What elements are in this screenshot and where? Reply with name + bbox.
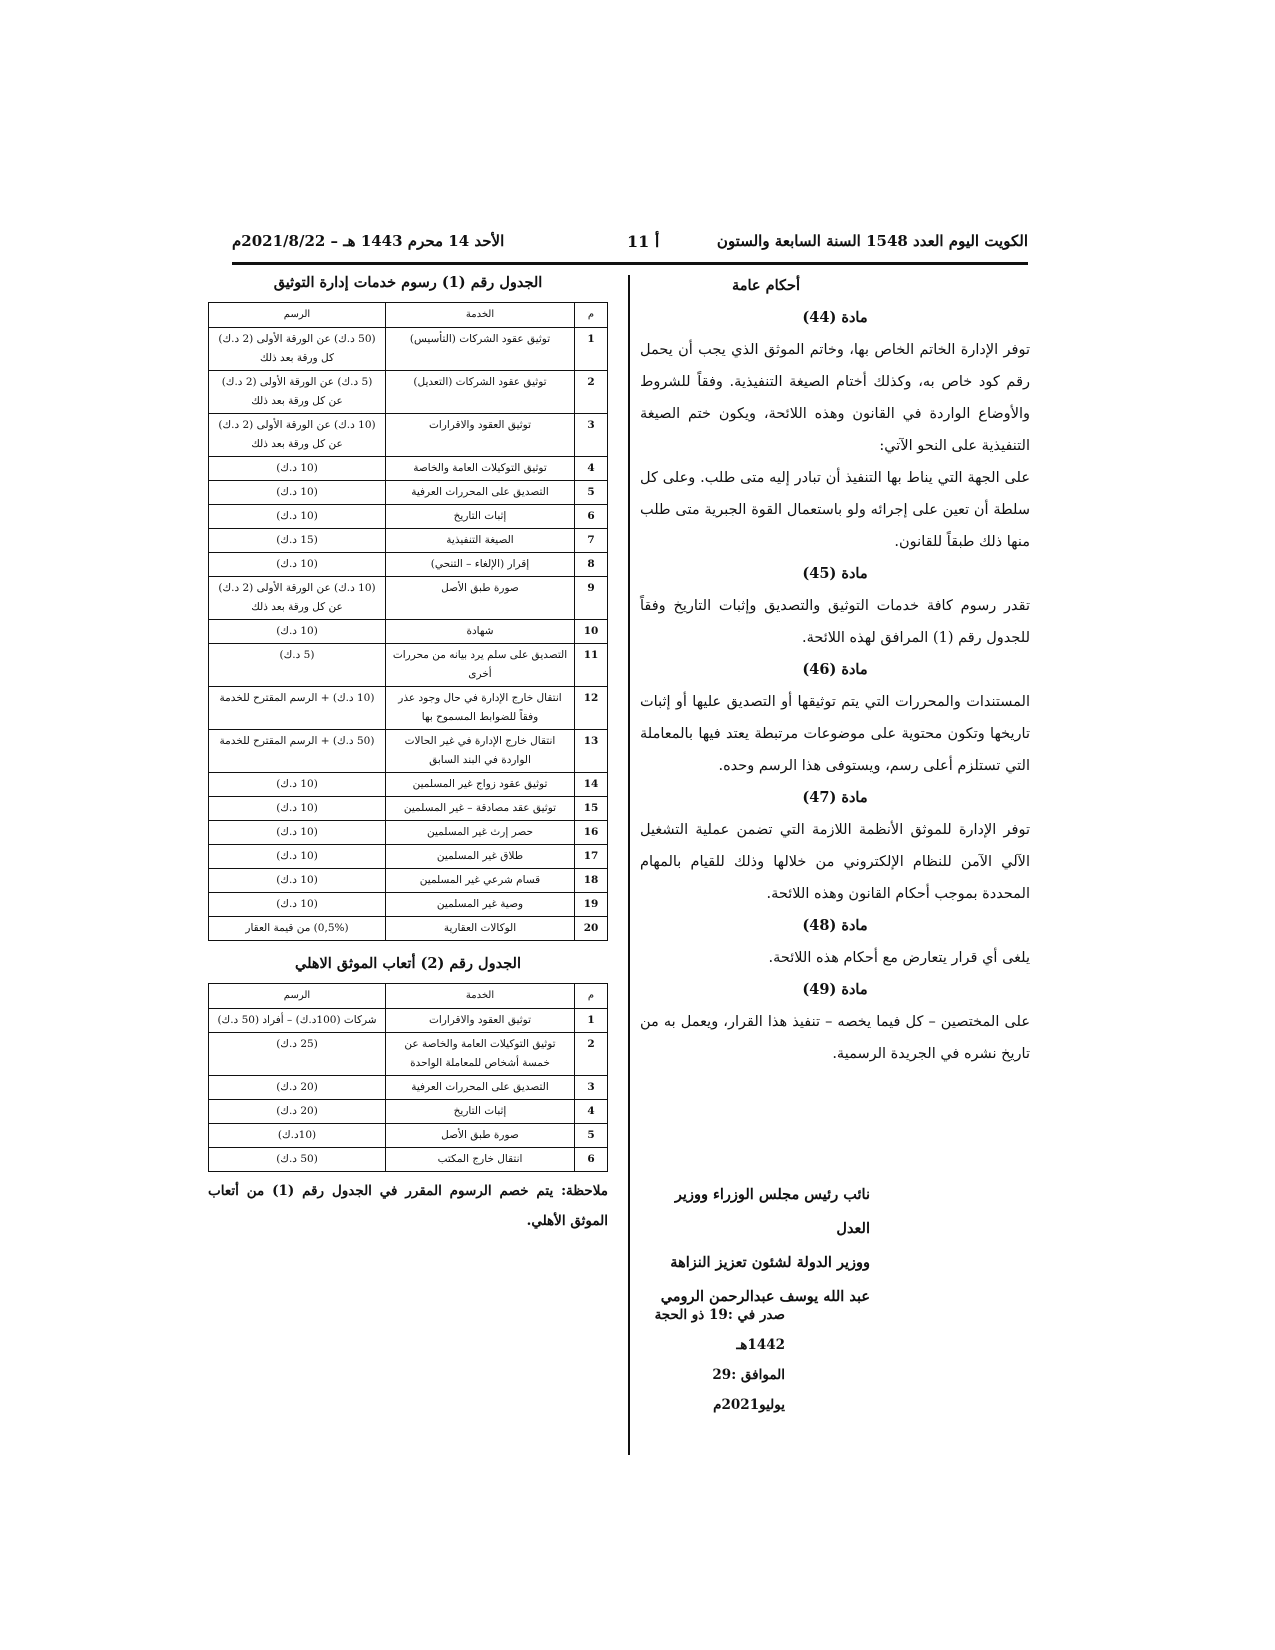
row-fee: (10 د.ك) (209, 457, 386, 481)
table1-body (209, 328, 608, 941)
row-number: 14 (575, 773, 608, 797)
table-header-row (209, 303, 608, 328)
row-fee: (5 د.ك) (209, 644, 386, 687)
article-heading: مادة (48) (802, 917, 868, 934)
table2-caption: الجدول رقم (2) أتعاب الموثق الاهلي (294, 955, 521, 972)
row-service: توثيق عقود زواج غير المسلمين (386, 773, 575, 797)
issue-date: الأحد 14 محرم 1443 هـ – 2021/8/22م (232, 232, 505, 250)
table-row (209, 505, 608, 529)
row-service: توثيق التوكيلات العامة والخاصة (386, 457, 575, 481)
row-fee: (0,5%) من قيمة العقار (209, 917, 386, 941)
row-number: 2 (575, 371, 608, 414)
column-header-fee: الرسم (209, 303, 386, 328)
row-number: 20 (575, 917, 608, 941)
article-text: توفر الإدارة الخاتم الخاص بها، وخاتم الموثق الذي يجب أن يحمل رقم كود خاص به، وكذلك أختام الصيغة التنفيذية. وفقاً للشروط والأوضاع الواردة في القانون وهذه اللائحة، ويكون ختم الصيغة التنفيذية على النحو الآتي: (640, 342, 1030, 454)
table-row (209, 1148, 608, 1172)
table-row (209, 917, 608, 941)
table-row (209, 1124, 608, 1148)
article-text: تقدر رسوم كافة خدمات التوثيق والتصديق وإثبات التاريخ وفقاً للجدول رقم (1) المرافق لهذه اللائحة. (640, 598, 1030, 646)
article-heading: مادة (49) (802, 981, 868, 998)
row-number: 8 (575, 553, 608, 577)
article-text: على الجهة التي يناط بها التنفيذ أن تبادر إليه متى طلب. وعلى كل سلطة أن تعين على إجرائه ولو باستعمال القوة الجبرية متى طلب منها ذلك طبقاً للقانون. (640, 470, 1030, 550)
row-service: إثبات التاريخ (386, 1100, 575, 1124)
signatory-name: عبد الله يوسف عبدالرحمن الرومي (660, 1288, 870, 1305)
fees-table-1 (208, 302, 608, 941)
row-service: انتقال خارج الإدارة في غير الحالات الواردة في البند السابق (386, 730, 575, 773)
table-row (209, 529, 608, 553)
article-text: توفر الإدارة للموثق الأنظمة اللازمة التي تضمن عملية التشغيل الآلي الآمن للنظام الإلكتروني من خلالها وذلك للقيام بالمهام المحددة بموجب أحكام القانون وهذه اللائحة. (640, 822, 1030, 902)
table-header-row (209, 984, 608, 1009)
row-number: 11 (575, 644, 608, 687)
row-fee: (10 د.ك) (209, 821, 386, 845)
row-number: 19 (575, 893, 608, 917)
row-fee: (20 د.ك) (209, 1100, 386, 1124)
row-service: صورة طبق الأصل (386, 577, 575, 620)
row-number: 3 (575, 414, 608, 457)
article-text: المستندات والمحررات التي يتم توثيقها أو التصديق عليها أو إثبات تاريخها وتكون محتوية على موضوعات مرتبطة يعتد فيها بالمعاملة التي تستلزم أعلى رسم، ويستوفى هذا الرسم وحده. (640, 694, 1030, 774)
table-row (209, 620, 608, 644)
row-service: التصديق على المحررات العرفية (386, 1076, 575, 1100)
table-row (209, 414, 608, 457)
row-number: 9 (575, 577, 608, 620)
issued-hijri: صدر في :19 ذو الحجة 1442هـ (654, 1307, 785, 1353)
row-number: 13 (575, 730, 608, 773)
row-fee: (20 د.ك) (209, 1076, 386, 1100)
row-fee: (10 د.ك) (209, 869, 386, 893)
row-number: 6 (575, 1148, 608, 1172)
table-row (209, 821, 608, 845)
row-number: 16 (575, 821, 608, 845)
column-header-service: الخدمة (386, 303, 575, 328)
table-row (209, 644, 608, 687)
row-fee: (10 د.ك) (209, 505, 386, 529)
row-number: 17 (575, 845, 608, 869)
row-service: وصية غير المسلمين (386, 893, 575, 917)
row-fee: (50 د.ك) (209, 1148, 386, 1172)
table-row (209, 869, 608, 893)
row-fee: (15 د.ك) (209, 529, 386, 553)
row-service: توثيق العقود والاقرارات (386, 414, 575, 457)
column-header-service: الخدمة (386, 984, 575, 1009)
table-row (209, 577, 608, 620)
row-fee: (10 د.ك) (209, 773, 386, 797)
page-number: أ 11 (627, 232, 660, 251)
row-number: 4 (575, 457, 608, 481)
row-fee: شركات (100د.ك) – أفراد (50 د.ك) (209, 1009, 386, 1033)
row-number: 5 (575, 481, 608, 505)
table-row (209, 1033, 608, 1076)
table-row (209, 1076, 608, 1100)
row-number: 10 (575, 620, 608, 644)
row-fee: (10 د.ك) (209, 893, 386, 917)
row-number: 3 (575, 1076, 608, 1100)
fees-table-2 (208, 983, 608, 1172)
row-service: التصديق على المحررات العرفية (386, 481, 575, 505)
row-fee: (25 د.ك) (209, 1033, 386, 1076)
table-row (209, 893, 608, 917)
column-header-fee: الرسم (209, 984, 386, 1009)
article-text: يلغى أي قرار يتعارض مع أحكام هذه اللائحة. (768, 950, 1030, 966)
articles-column (640, 270, 1030, 1070)
row-fee: (10 د.ك) (209, 481, 386, 505)
article-heading: مادة (46) (802, 661, 868, 678)
row-number: 5 (575, 1124, 608, 1148)
article-heading: مادة (45) (802, 565, 868, 582)
tables-column (208, 270, 608, 1236)
article-heading: مادة (47) (802, 789, 868, 806)
row-service: إثبات التاريخ (386, 505, 575, 529)
row-number: 12 (575, 687, 608, 730)
signatory-title-2: ووزير الدولة لشئون تعزيز النزاهة (670, 1254, 870, 1271)
table-row (209, 553, 608, 577)
table-row (209, 687, 608, 730)
table-row (209, 845, 608, 869)
row-number: 15 (575, 797, 608, 821)
table-row (209, 773, 608, 797)
row-fee: (5 د.ك) عن الورقة الأولى (2 د.ك) عن كل ورقة بعد ذلك (209, 371, 386, 414)
table1-caption: الجدول رقم (1) رسوم خدمات إدارة التوثيق (273, 274, 543, 291)
column-divider (628, 275, 630, 1455)
row-service: توثيق التوكيلات العامة والخاصة عن خمسة أشخاص للمعاملة الواحدة (386, 1033, 575, 1076)
row-fee: (50 د.ك) + الرسم المقترح للخدمة (209, 730, 386, 773)
row-fee: (10 د.ك) عن الورقة الأولى (2 د.ك) عن كل ورقة بعد ذلك (209, 414, 386, 457)
row-service: توثيق عقد مصادقة – غير المسلمين (386, 797, 575, 821)
page-header (232, 232, 1028, 256)
header-rule (232, 262, 1028, 265)
row-service: إقرار (الإلغاء – التنحي) (386, 553, 575, 577)
row-service: انتقال خارج الإدارة في حال وجود عذر وفقاً للضوابط المسموح بها (386, 687, 575, 730)
row-fee: (10 د.ك) (209, 553, 386, 577)
section-title: أحكام عامة (731, 277, 800, 294)
article-text: على المختصين – كل فيما يخصه – تنفيذ هذا القرار، ويعمل به من تاريخ نشره في الجريدة الرسمية. (640, 1014, 1030, 1062)
row-service: طلاق غير المسلمين (386, 845, 575, 869)
row-number: 6 (575, 505, 608, 529)
row-number: 1 (575, 1009, 608, 1033)
row-number: 4 (575, 1100, 608, 1124)
table-row (209, 730, 608, 773)
row-service: توثيق عقود الشركات (التأسيس) (386, 328, 575, 371)
row-fee: (10 د.ك) عن الورقة الأولى (2 د.ك) عن كل ورقة بعد ذلك (209, 577, 386, 620)
column-header-num: م (575, 984, 608, 1009)
row-number: 2 (575, 1033, 608, 1076)
table-row (209, 797, 608, 821)
row-fee: (10 د.ك) (209, 845, 386, 869)
row-fee: (10 د.ك) + الرسم المقترح للخدمة (209, 687, 386, 730)
gazette-issue-info: الكويت اليوم العدد 1548 السنة السابعة والستون (716, 232, 1028, 250)
row-fee: (50 د.ك) عن الورقة الأولى (2 د.ك) كل ورقة بعد ذلك (209, 328, 386, 371)
row-service: توثيق العقود والاقرارات (386, 1009, 575, 1033)
row-fee: (10 د.ك) (209, 620, 386, 644)
table-row (209, 1100, 608, 1124)
row-service: التصديق على سلم يرد بيانه من محررات أخرى (386, 644, 575, 687)
table-row (209, 1009, 608, 1033)
table-row (209, 371, 608, 414)
row-service: الصيغة التنفيذية (386, 529, 575, 553)
row-service: حصر إرث غير المسلمين (386, 821, 575, 845)
table-row (209, 328, 608, 371)
row-service: الوكالات العقارية (386, 917, 575, 941)
row-number: 1 (575, 328, 608, 371)
row-fee: (10 د.ك) (209, 797, 386, 821)
row-number: 18 (575, 869, 608, 893)
column-header-num: م (575, 303, 608, 328)
row-service: توثيق عقود الشركات (التعديل) (386, 371, 575, 414)
row-service: صورة طبق الأصل (386, 1124, 575, 1148)
table-row (209, 481, 608, 505)
signature-block (640, 1178, 1030, 1314)
row-number: 7 (575, 529, 608, 553)
issued-gregorian: الموافق :29 يوليو2021م (712, 1367, 785, 1413)
row-service: قسام شرعي غير المسلمين (386, 869, 575, 893)
table2-body (209, 1009, 608, 1172)
signatory-title-1: نائب رئيس مجلس الوزراء ووزير العدل (674, 1186, 870, 1237)
row-fee: (10د.ك) (209, 1124, 386, 1148)
issue-dates (640, 1300, 1030, 1420)
row-service: شهادة (386, 620, 575, 644)
table-note: ملاحظة: يتم خصم الرسوم المقرر في الجدول رقم (1) من أتعاب الموثق الأهلي. (208, 1183, 608, 1229)
article-heading: مادة (44) (802, 309, 868, 326)
row-service: انتقال خارج المكتب (386, 1148, 575, 1172)
table-row (209, 457, 608, 481)
